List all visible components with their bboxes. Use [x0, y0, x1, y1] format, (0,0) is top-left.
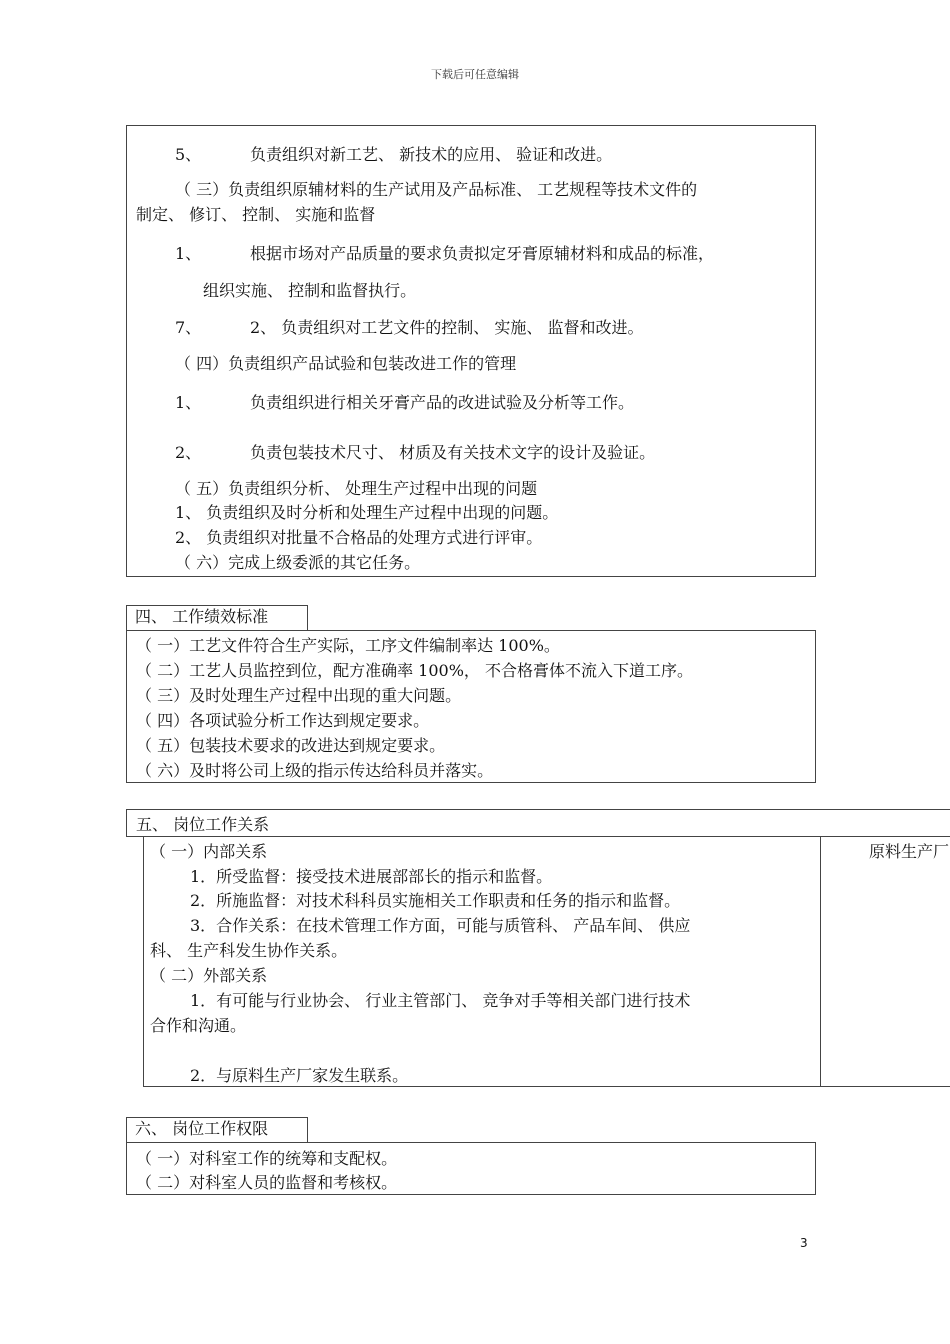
- s5-bottom-rule: [143, 1086, 950, 1087]
- s5-line: 科、 生产科发生协作关系。: [150, 941, 348, 960]
- s5-line: 1．所受监督：接受技术进展部部长的指示和监督。: [190, 867, 553, 886]
- s4-item: （ 四）各项试验分析工作达到规定要求。: [136, 711, 430, 730]
- s3-line: 5、: [175, 145, 202, 164]
- page-header: 下载后可任意编辑: [431, 68, 519, 81]
- s5-side-text: 原料生产厂: [869, 842, 950, 861]
- s3-line: 1、: [175, 393, 202, 412]
- s4-item: （ 一）工艺文件符合生产实际，工序文件编制率达 100%。: [136, 636, 560, 655]
- s5-line: （ 二）外部关系: [150, 966, 268, 985]
- s3-line: （ 三）负责组织原辅材料的生产试用及产品标准、 工艺规程等技术文件的: [175, 180, 698, 199]
- s3-line: 负责组织对新工艺、 新技术的应用、 验证和改进。: [250, 145, 613, 164]
- s4-item: （ 六）及时将公司上级的指示传达给科员并落实。: [136, 761, 494, 780]
- s3-line: 负责组织进行相关牙膏产品的改进试验及分析等工作。: [250, 393, 635, 412]
- s3-line: （ 六）完成上级委派的其它任务。: [175, 553, 421, 572]
- s3-line: （ 五）负责组织分析、 处理生产过程中出现的问题: [175, 479, 538, 498]
- s3-line: 制定、 修订、 控制、 实施和监督: [136, 205, 376, 224]
- s5-line: 3．合作关系：在技术管理工作方面，可能与质管科、 产品车间、 供应: [190, 916, 691, 935]
- s5-line: 2．与原料生产厂家发生联系。: [190, 1066, 409, 1085]
- s3-line: 负责包装技术尺寸、 材质及有关技术文字的设计及验证。: [250, 443, 656, 462]
- section4-title: 四、 工作绩效标准: [126, 605, 308, 631]
- s3-line: 根据市场对产品质量的要求负责拟定牙膏原辅材料和成品的标准，: [250, 244, 715, 263]
- section6-title: 六、 岗位工作权限: [126, 1117, 308, 1143]
- s3-line: 2、 负责组织对工艺文件的控制、 实施、 监督和改进。: [250, 318, 644, 337]
- s4-item: （ 五）包装技术要求的改进达到规定要求。: [136, 736, 446, 755]
- s4-item: （ 三）及时处理生产过程中出现的重大问题。: [136, 686, 462, 705]
- s3-line: 组织实施、 控制和监督执行。: [203, 281, 417, 300]
- s5-top-rule: [126, 809, 950, 810]
- s3-line: 1、 负责组织及时分析和处理生产过程中出现的问题。: [175, 503, 559, 522]
- s3-line: 2、 负责组织对批量不合格品的处理方式进行评审。: [175, 528, 543, 547]
- s5-column-rule: [820, 836, 821, 1087]
- s4-item: （ 二）工艺人员监控到位，配方准确率 100%， 不合格膏体不流入下道工序。: [136, 661, 694, 680]
- s3-line: （ 四）负责组织产品试验和包装改进工作的管理: [175, 354, 517, 373]
- s5-left-rule: [126, 809, 127, 837]
- s3-line: 7、: [175, 318, 202, 337]
- s5-line: 2．所施监督：对技术科科员实施相关工作职责和任务的指示和监督。: [190, 891, 681, 910]
- s6-item: （ 二）对科室人员的监督和考核权。: [136, 1173, 398, 1192]
- s3-line: 2、: [175, 443, 202, 462]
- s5-line: 合作和沟通。: [150, 1016, 247, 1035]
- s5-side-cell: [822, 836, 950, 866]
- s5-line: （ 一）内部关系: [150, 842, 268, 861]
- s5-inner-left-rule: [143, 836, 144, 1087]
- s3-line: 1、: [175, 244, 202, 263]
- s5-line: 1．有可能与行业协会、 行业主管部门、 竞争对手等相关部门进行技术: [190, 991, 691, 1010]
- section5-title: 五、 岗位工作关系: [136, 815, 270, 834]
- page-number: 3: [800, 1236, 808, 1250]
- s6-item: （ 一）对科室工作的统筹和支配权。: [136, 1149, 398, 1168]
